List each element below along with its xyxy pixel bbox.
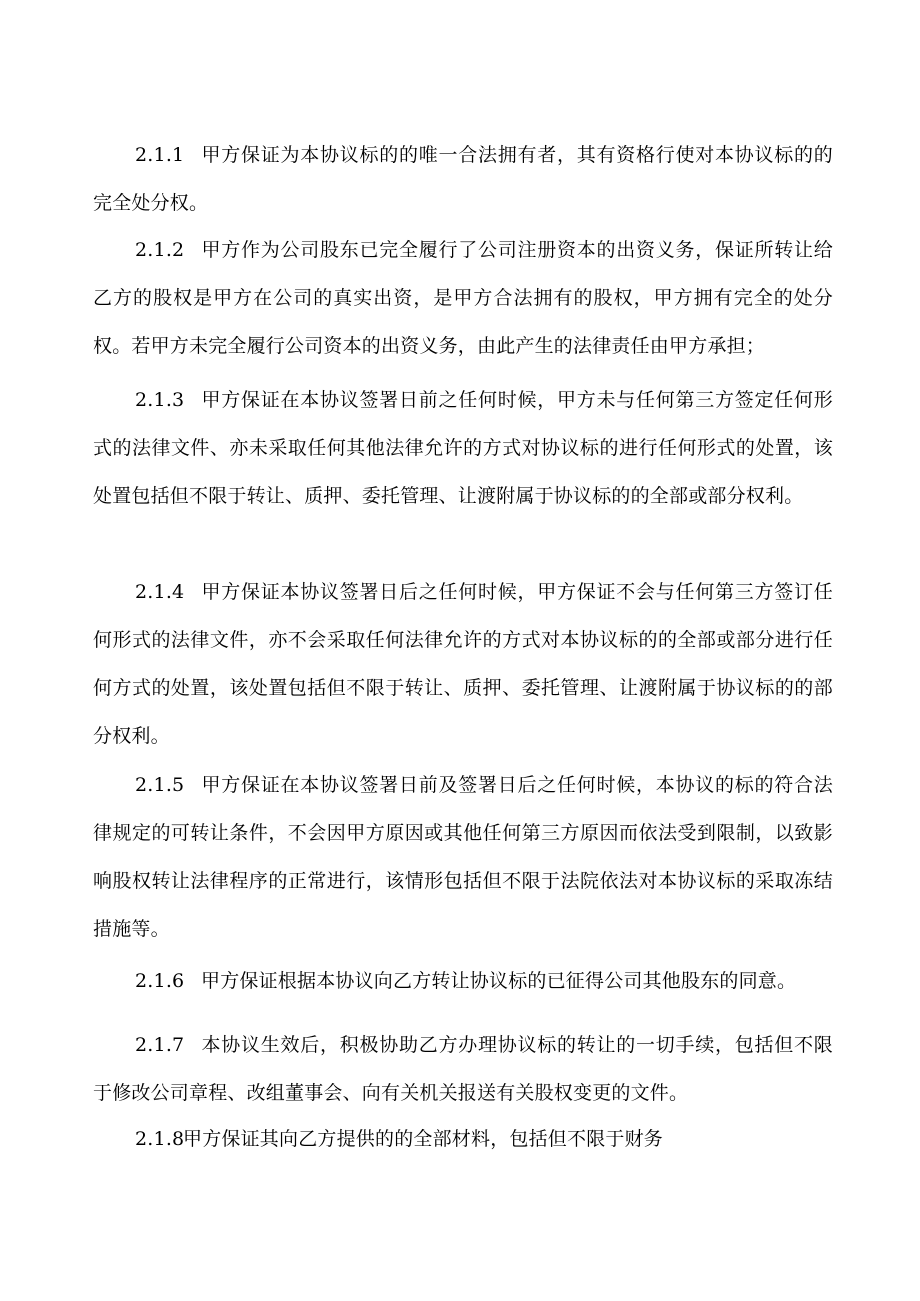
clause-number: 2.1.3 [135, 389, 185, 411]
clause-number: 2.1.4 [135, 581, 185, 603]
clause-2-1-8 [93, 1115, 833, 1163]
clause-text: 甲方保证其向乙方提供的的全部材料，包括但不限于财务 [183, 1128, 664, 1150]
clause-number: 2.1.5 [135, 774, 185, 796]
clause-2-1-6 [93, 957, 833, 1005]
clause-number: 2.1.6 [135, 970, 185, 992]
clause-number: 2.1.1 [135, 144, 185, 166]
clause-text: 甲方保证在本协议签署日前及签署日后之任何时候，本协议的标的符合法律规定的可转让条件，不会因甲方原因或其他任何第三方原因而依法受到限制，以致影响股权转让法律程序的正常进行，该情形包括但不限于法院依法对本协议标的采取冻结措施等。 [93, 774, 833, 940]
clause-text: 甲方作为公司股东已完全履行了公司注册资本的出资义务，保证所转让给乙方的股权是甲方在公司的真实出资，是甲方合法拥有的股权，甲方拥有完全的处分权。若甲方未完全履行公司资本的出资义务，由此产生的法律责任由甲方承担； [93, 239, 833, 357]
clause-text: 甲方保证为本协议标的的唯一合法拥有者，其有资格行使对本协议标的的完全处分权。 [93, 144, 833, 214]
clause-2-1-5 [93, 761, 833, 953]
clause-2-1-2 [93, 226, 833, 370]
clause-2-1-7 [93, 1021, 833, 1117]
clause-text: 甲方保证根据本协议向乙方转让协议标的已征得公司其他股东的同意。 [201, 970, 797, 992]
clause-text: 本协议生效后，积极协助乙方办理协议标的转让的一切手续，包括但不限于修改公司章程、改组董事会、向有关机关报送有关股权变更的文件。 [93, 1034, 833, 1104]
clause-number: 2.1.2 [135, 239, 185, 261]
clause-text: 甲方保证本协议签署日后之任何时候，甲方保证不会与任何第三方签订任何形式的法律文件，亦不会采取任何法律允许的方式对本协议标的的全部或部分进行任何方式的处置，该处置包括但不限于转让、质押、委托管理、让渡附属于协议标的的部分权利。 [93, 581, 833, 747]
clause-text: 甲方保证在本协议签署日前之任何时候，甲方未与任何第三方签定任何形式的法律文件、亦未采取任何其他法律允许的方式对协议标的进行任何形式的处置，该处置包括但不限于转让、质押、委托管理、让渡附属于协议标的的全部或部分权利。 [93, 389, 833, 507]
clause-2-1-3 [93, 376, 833, 520]
clause-number: 2.1.8 [135, 1128, 185, 1150]
clause-number: 2.1.7 [135, 1034, 185, 1056]
clause-2-1-4 [93, 568, 833, 760]
clause-2-1-1 [93, 131, 833, 227]
